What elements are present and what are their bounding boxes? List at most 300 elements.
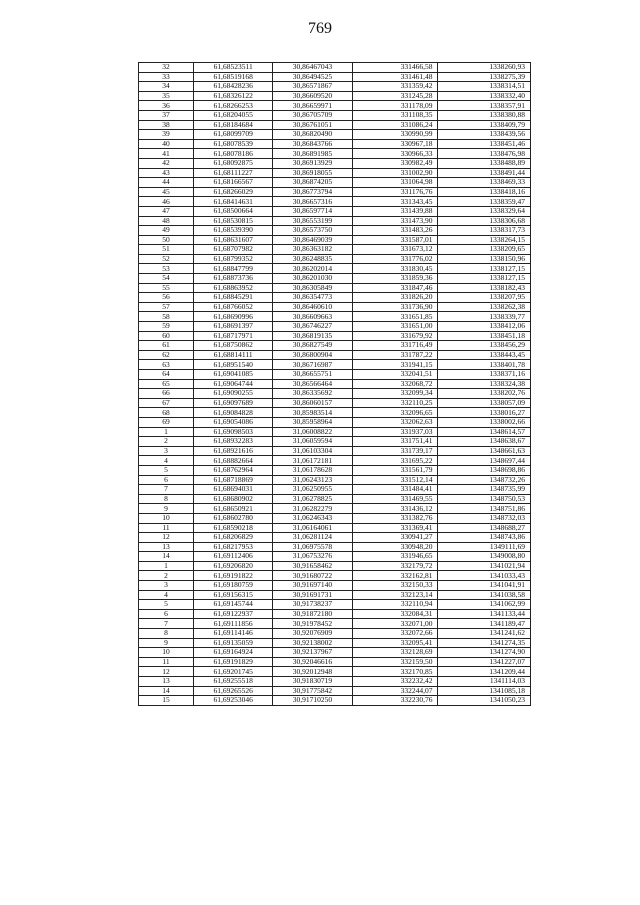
x-coordinate-cell: 330990,99 xyxy=(352,130,438,140)
y-coordinate-cell: 1338127,15 xyxy=(438,264,531,274)
longitude-cell: 30,86553199 xyxy=(273,216,352,226)
table-row xyxy=(139,226,531,236)
point-number-cell: 10 xyxy=(139,648,194,658)
y-coordinate-cell: 1338150,96 xyxy=(438,254,531,264)
table-row xyxy=(139,158,531,168)
point-number-cell: 37 xyxy=(139,110,194,120)
y-coordinate-cell: 1338209,65 xyxy=(438,245,531,255)
point-number-cell: 33 xyxy=(139,72,194,82)
y-coordinate-cell: 1338418,16 xyxy=(438,187,531,197)
point-number-cell: 11 xyxy=(139,523,194,533)
y-coordinate-cell: 1338324,38 xyxy=(438,379,531,389)
point-number-cell: 8 xyxy=(139,629,194,639)
longitude-cell: 30,86820490 xyxy=(273,130,352,140)
x-coordinate-cell: 331946,65 xyxy=(352,552,438,562)
x-coordinate-cell: 332096,65 xyxy=(352,408,438,418)
latitude-cell: 61,68539390 xyxy=(194,226,273,236)
y-coordinate-cell: 1338264,15 xyxy=(438,235,531,245)
longitude-cell: 30,92137967 xyxy=(273,648,352,658)
table-row xyxy=(139,600,531,610)
x-coordinate-cell: 330948,20 xyxy=(352,542,438,552)
table-row xyxy=(139,609,531,619)
longitude-cell: 30,86913929 xyxy=(273,158,352,168)
y-coordinate-cell: 1349008,80 xyxy=(438,552,531,562)
x-coordinate-cell: 331086,24 xyxy=(352,120,438,130)
x-coordinate-cell: 331736,90 xyxy=(352,302,438,312)
point-number-cell: 13 xyxy=(139,542,194,552)
table-row xyxy=(139,283,531,293)
latitude-cell: 61,69064744 xyxy=(194,379,273,389)
longitude-cell: 30,91658462 xyxy=(273,561,352,571)
point-number-cell: 68 xyxy=(139,408,194,418)
table-row xyxy=(139,638,531,648)
longitude-cell: 30,86354773 xyxy=(273,293,352,303)
table-row xyxy=(139,561,531,571)
x-coordinate-cell: 331369,41 xyxy=(352,523,438,533)
x-coordinate-cell: 331108,35 xyxy=(352,110,438,120)
longitude-cell: 30,86573750 xyxy=(273,226,352,236)
longitude-cell: 31,06178628 xyxy=(273,465,352,475)
table-row xyxy=(139,446,531,456)
latitude-cell: 61,69156315 xyxy=(194,590,273,600)
point-number-cell: 42 xyxy=(139,158,194,168)
point-number-cell: 1 xyxy=(139,561,194,571)
y-coordinate-cell: 1348688,27 xyxy=(438,523,531,533)
x-coordinate-cell: 332162,81 xyxy=(352,571,438,581)
point-number-cell: 62 xyxy=(139,350,194,360)
y-coordinate-cell: 1341274,35 xyxy=(438,638,531,648)
longitude-cell: 30,86659971 xyxy=(273,101,352,111)
latitude-cell: 61,69041085 xyxy=(194,370,273,380)
table-row xyxy=(139,72,531,82)
x-coordinate-cell: 331751,41 xyxy=(352,437,438,447)
table-row xyxy=(139,696,531,706)
table-row xyxy=(139,322,531,332)
point-number-cell: 59 xyxy=(139,322,194,332)
table-row xyxy=(139,379,531,389)
y-coordinate-cell: 1338275,39 xyxy=(438,72,531,82)
y-coordinate-cell: 1341062,99 xyxy=(438,600,531,610)
y-coordinate-cell: 1341209,44 xyxy=(438,667,531,677)
y-coordinate-cell: 1341133,44 xyxy=(438,609,531,619)
latitude-cell: 61,69255518 xyxy=(194,677,273,687)
longitude-cell: 30,91710250 xyxy=(273,696,352,706)
y-coordinate-cell: 1341033,43 xyxy=(438,571,531,581)
y-coordinate-cell: 1338127,15 xyxy=(438,274,531,284)
table-row xyxy=(139,341,531,351)
x-coordinate-cell: 331826,20 xyxy=(352,293,438,303)
longitude-cell: 30,92076909 xyxy=(273,629,352,639)
latitude-cell: 61,68184684 xyxy=(194,120,273,130)
point-number-cell: 40 xyxy=(139,139,194,149)
y-coordinate-cell: 1348697,44 xyxy=(438,456,531,466)
longitude-cell: 30,86202014 xyxy=(273,264,352,274)
latitude-cell: 61,68078186 xyxy=(194,149,273,159)
point-number-cell: 39 xyxy=(139,130,194,140)
longitude-cell: 31,06282279 xyxy=(273,504,352,514)
latitude-cell: 61,68799352 xyxy=(194,254,273,264)
point-number-cell: 3 xyxy=(139,581,194,591)
point-number-cell: 15 xyxy=(139,696,194,706)
longitude-cell: 30,91775842 xyxy=(273,686,352,696)
x-coordinate-cell: 330941,27 xyxy=(352,533,438,543)
x-coordinate-cell: 331436,12 xyxy=(352,504,438,514)
table-row xyxy=(139,149,531,159)
longitude-cell: 30,86800904 xyxy=(273,350,352,360)
point-number-cell: 53 xyxy=(139,264,194,274)
y-coordinate-cell: 1338016,27 xyxy=(438,408,531,418)
point-number-cell: 9 xyxy=(139,638,194,648)
table-row xyxy=(139,427,531,437)
y-coordinate-cell: 1338488,89 xyxy=(438,158,531,168)
point-number-cell: 46 xyxy=(139,197,194,207)
table-row xyxy=(139,533,531,543)
table-row xyxy=(139,91,531,101)
x-coordinate-cell: 331461,48 xyxy=(352,72,438,82)
longitude-cell: 30,86773794 xyxy=(273,187,352,197)
latitude-cell: 61,68266029 xyxy=(194,187,273,197)
x-coordinate-cell: 331469,55 xyxy=(352,494,438,504)
x-coordinate-cell: 331064,98 xyxy=(352,178,438,188)
latitude-cell: 61,68326122 xyxy=(194,91,273,101)
latitude-cell: 61,69084828 xyxy=(194,408,273,418)
x-coordinate-cell: 332123,14 xyxy=(352,590,438,600)
point-number-cell: 14 xyxy=(139,552,194,562)
y-coordinate-cell: 1338443,45 xyxy=(438,350,531,360)
y-coordinate-cell: 1338202,76 xyxy=(438,389,531,399)
table-row xyxy=(139,293,531,303)
coordinates-table-body xyxy=(139,63,531,706)
point-number-cell: 66 xyxy=(139,389,194,399)
point-number-cell: 54 xyxy=(139,274,194,284)
table-row xyxy=(139,139,531,149)
point-number-cell: 32 xyxy=(139,63,194,73)
y-coordinate-cell: 1338401,78 xyxy=(438,360,531,370)
point-number-cell: 6 xyxy=(139,475,194,485)
latitude-cell: 61,69114146 xyxy=(194,629,273,639)
x-coordinate-cell: 332179,72 xyxy=(352,561,438,571)
x-coordinate-cell: 331695,22 xyxy=(352,456,438,466)
point-number-cell: 55 xyxy=(139,283,194,293)
point-number-cell: 60 xyxy=(139,331,194,341)
x-coordinate-cell: 332084,31 xyxy=(352,609,438,619)
longitude-cell: 30,91830719 xyxy=(273,677,352,687)
latitude-cell: 61,68111227 xyxy=(194,168,273,178)
y-coordinate-cell: 1338207,95 xyxy=(438,293,531,303)
x-coordinate-cell: 332110,94 xyxy=(352,600,438,610)
latitude-cell: 61,68266253 xyxy=(194,101,273,111)
x-coordinate-cell: 332159,50 xyxy=(352,657,438,667)
point-number-cell: 44 xyxy=(139,178,194,188)
y-coordinate-cell: 1341050,23 xyxy=(438,696,531,706)
x-coordinate-cell: 331716,49 xyxy=(352,341,438,351)
longitude-cell: 31,06103304 xyxy=(273,446,352,456)
x-coordinate-cell: 331679,92 xyxy=(352,331,438,341)
longitude-cell: 30,86761051 xyxy=(273,120,352,130)
table-row xyxy=(139,571,531,581)
y-coordinate-cell: 1338412,06 xyxy=(438,322,531,332)
longitude-cell: 30,86609663 xyxy=(273,312,352,322)
table-row xyxy=(139,475,531,485)
table-row xyxy=(139,513,531,523)
y-coordinate-cell: 1338357,91 xyxy=(438,101,531,111)
latitude-cell: 61,68428236 xyxy=(194,82,273,92)
y-coordinate-cell: 1338476,98 xyxy=(438,149,531,159)
x-coordinate-cell: 332072,66 xyxy=(352,629,438,639)
latitude-cell: 61,69191822 xyxy=(194,571,273,581)
latitude-cell: 61,68932283 xyxy=(194,437,273,447)
longitude-cell: 30,86460610 xyxy=(273,302,352,312)
latitude-cell: 61,69111856 xyxy=(194,619,273,629)
latitude-cell: 61,69206820 xyxy=(194,561,273,571)
table-row xyxy=(139,552,531,562)
table-row xyxy=(139,581,531,591)
table-row xyxy=(139,389,531,399)
latitude-cell: 61,68951540 xyxy=(194,360,273,370)
latitude-cell: 61,69098503 xyxy=(194,427,273,437)
table-row xyxy=(139,417,531,427)
point-number-cell: 52 xyxy=(139,254,194,264)
point-number-cell: 61 xyxy=(139,341,194,351)
latitude-cell: 61,68882664 xyxy=(194,456,273,466)
x-coordinate-cell: 332150,33 xyxy=(352,581,438,591)
point-number-cell: 41 xyxy=(139,149,194,159)
latitude-cell: 61,68717971 xyxy=(194,331,273,341)
longitude-cell: 30,91680722 xyxy=(273,571,352,581)
x-coordinate-cell: 331937,03 xyxy=(352,427,438,437)
latitude-cell: 61,69265526 xyxy=(194,686,273,696)
table-row xyxy=(139,686,531,696)
latitude-cell: 61,68707982 xyxy=(194,245,273,255)
table-row xyxy=(139,590,531,600)
y-coordinate-cell: 1338260,93 xyxy=(438,63,531,73)
x-coordinate-cell: 331739,17 xyxy=(352,446,438,456)
x-coordinate-cell: 331941,15 xyxy=(352,360,438,370)
longitude-cell: 31,06281124 xyxy=(273,533,352,543)
point-number-cell: 64 xyxy=(139,370,194,380)
point-number-cell: 35 xyxy=(139,91,194,101)
longitude-cell: 30,86918055 xyxy=(273,168,352,178)
point-number-cell: 2 xyxy=(139,437,194,447)
y-coordinate-cell: 1341038,58 xyxy=(438,590,531,600)
latitude-cell: 61,68691397 xyxy=(194,322,273,332)
y-coordinate-cell: 1338002,66 xyxy=(438,417,531,427)
longitude-cell: 30,92012948 xyxy=(273,667,352,677)
x-coordinate-cell: 332232,42 xyxy=(352,677,438,687)
longitude-cell: 31,06753276 xyxy=(273,552,352,562)
x-coordinate-cell: 330982,49 xyxy=(352,158,438,168)
latitude-cell: 61,68206829 xyxy=(194,533,273,543)
table-row xyxy=(139,130,531,140)
latitude-cell: 61,68650921 xyxy=(194,504,273,514)
table-row xyxy=(139,178,531,188)
y-coordinate-cell: 1341241,62 xyxy=(438,629,531,639)
table-row xyxy=(139,245,531,255)
table-row xyxy=(139,63,531,73)
x-coordinate-cell: 331673,12 xyxy=(352,245,438,255)
x-coordinate-cell: 331847,46 xyxy=(352,283,438,293)
longitude-cell: 30,86467043 xyxy=(273,63,352,73)
y-coordinate-cell: 1348735,99 xyxy=(438,485,531,495)
longitude-cell: 30,86657316 xyxy=(273,197,352,207)
latitude-cell: 61,69122937 xyxy=(194,609,273,619)
point-number-cell: 8 xyxy=(139,494,194,504)
latitude-cell: 61,68814111 xyxy=(194,350,273,360)
latitude-cell: 61,69097689 xyxy=(194,398,273,408)
longitude-cell: 30,86248835 xyxy=(273,254,352,264)
y-coordinate-cell: 1349111,69 xyxy=(438,542,531,552)
latitude-cell: 61,69145744 xyxy=(194,600,273,610)
latitude-cell: 61,69164924 xyxy=(194,648,273,658)
table-row xyxy=(139,542,531,552)
x-coordinate-cell: 331651,00 xyxy=(352,322,438,332)
latitude-cell: 61,68718869 xyxy=(194,475,273,485)
y-coordinate-cell: 1348743,86 xyxy=(438,533,531,543)
y-coordinate-cell: 1341021,94 xyxy=(438,561,531,571)
y-coordinate-cell: 1341227,07 xyxy=(438,657,531,667)
point-number-cell: 10 xyxy=(139,513,194,523)
y-coordinate-cell: 1338451,46 xyxy=(438,139,531,149)
point-number-cell: 58 xyxy=(139,312,194,322)
y-coordinate-cell: 1338182,43 xyxy=(438,283,531,293)
x-coordinate-cell: 331830,45 xyxy=(352,264,438,274)
longitude-cell: 30,91738237 xyxy=(273,600,352,610)
x-coordinate-cell: 332244,07 xyxy=(352,686,438,696)
x-coordinate-cell: 331787,22 xyxy=(352,350,438,360)
y-coordinate-cell: 1338317,73 xyxy=(438,226,531,236)
x-coordinate-cell: 331483,26 xyxy=(352,226,438,236)
table-row xyxy=(139,197,531,207)
point-number-cell: 34 xyxy=(139,82,194,92)
longitude-cell: 30,86843766 xyxy=(273,139,352,149)
y-coordinate-cell: 1348698,86 xyxy=(438,465,531,475)
point-number-cell: 7 xyxy=(139,485,194,495)
longitude-cell: 31,06250955 xyxy=(273,485,352,495)
point-number-cell: 4 xyxy=(139,456,194,466)
x-coordinate-cell: 331651,85 xyxy=(352,312,438,322)
y-coordinate-cell: 1348732,26 xyxy=(438,475,531,485)
latitude-cell: 61,68500664 xyxy=(194,206,273,216)
y-coordinate-cell: 1338409,79 xyxy=(438,120,531,130)
point-number-cell: 45 xyxy=(139,187,194,197)
x-coordinate-cell: 331512,14 xyxy=(352,475,438,485)
longitude-cell: 30,86469039 xyxy=(273,235,352,245)
y-coordinate-cell: 1348750,53 xyxy=(438,494,531,504)
latitude-cell: 61,69112406 xyxy=(194,552,273,562)
longitude-cell: 30,86716987 xyxy=(273,360,352,370)
longitude-cell: 30,91697140 xyxy=(273,581,352,591)
table-row xyxy=(139,254,531,264)
latitude-cell: 61,68680902 xyxy=(194,494,273,504)
x-coordinate-cell: 331859,36 xyxy=(352,274,438,284)
table-row xyxy=(139,101,531,111)
y-coordinate-cell: 1338439,56 xyxy=(438,130,531,140)
x-coordinate-cell: 331002,90 xyxy=(352,168,438,178)
point-number-cell: 5 xyxy=(139,600,194,610)
table-row xyxy=(139,235,531,245)
point-number-cell: 9 xyxy=(139,504,194,514)
table-row xyxy=(139,264,531,274)
point-number-cell: 38 xyxy=(139,120,194,130)
table-row xyxy=(139,619,531,629)
longitude-cell: 30,91691731 xyxy=(273,590,352,600)
latitude-cell: 61,68078539 xyxy=(194,139,273,149)
table-row xyxy=(139,437,531,447)
y-coordinate-cell: 1338314,51 xyxy=(438,82,531,92)
longitude-cell: 30,86201030 xyxy=(273,274,352,284)
point-number-cell: 4 xyxy=(139,590,194,600)
x-coordinate-cell: 331343,45 xyxy=(352,197,438,207)
y-coordinate-cell: 1338359,47 xyxy=(438,197,531,207)
table-row xyxy=(139,187,531,197)
longitude-cell: 31,06164061 xyxy=(273,523,352,533)
x-coordinate-cell: 330967,18 xyxy=(352,139,438,149)
table-row xyxy=(139,360,531,370)
longitude-cell: 30,86891985 xyxy=(273,149,352,159)
latitude-cell: 61,69054086 xyxy=(194,417,273,427)
x-coordinate-cell: 331359,42 xyxy=(352,82,438,92)
x-coordinate-cell: 332110,25 xyxy=(352,398,438,408)
longitude-cell: 30,86819135 xyxy=(273,331,352,341)
point-number-cell: 43 xyxy=(139,168,194,178)
longitude-cell: 30,85958964 xyxy=(273,417,352,427)
longitude-cell: 31,06008822 xyxy=(273,427,352,437)
x-coordinate-cell: 331484,41 xyxy=(352,485,438,495)
point-number-cell: 47 xyxy=(139,206,194,216)
y-coordinate-cell: 1338371,16 xyxy=(438,370,531,380)
y-coordinate-cell: 1341041,91 xyxy=(438,581,531,591)
table-row xyxy=(139,274,531,284)
x-coordinate-cell: 331561,79 xyxy=(352,465,438,475)
latitude-cell: 61,68590218 xyxy=(194,523,273,533)
longitude-cell: 30,86335692 xyxy=(273,389,352,399)
point-number-cell: 50 xyxy=(139,235,194,245)
latitude-cell: 61,69090255 xyxy=(194,389,273,399)
point-number-cell: 51 xyxy=(139,245,194,255)
latitude-cell: 61,68166567 xyxy=(194,178,273,188)
latitude-cell: 61,68519168 xyxy=(194,72,273,82)
longitude-cell: 30,86060157 xyxy=(273,398,352,408)
longitude-cell: 30,86655751 xyxy=(273,370,352,380)
point-number-cell: 11 xyxy=(139,657,194,667)
table-row xyxy=(139,206,531,216)
longitude-cell: 30,92046616 xyxy=(273,657,352,667)
longitude-cell: 31,06059594 xyxy=(273,437,352,447)
table-row xyxy=(139,82,531,92)
longitude-cell: 30,86494525 xyxy=(273,72,352,82)
latitude-cell: 61,68523511 xyxy=(194,63,273,73)
point-number-cell: 1 xyxy=(139,427,194,437)
y-coordinate-cell: 1348732,03 xyxy=(438,513,531,523)
x-coordinate-cell: 331176,76 xyxy=(352,187,438,197)
table-row xyxy=(139,677,531,687)
y-coordinate-cell: 1338332,40 xyxy=(438,91,531,101)
x-coordinate-cell: 332128,69 xyxy=(352,648,438,658)
longitude-cell: 30,86566464 xyxy=(273,379,352,389)
point-number-cell: 48 xyxy=(139,216,194,226)
x-coordinate-cell: 331245,28 xyxy=(352,91,438,101)
point-number-cell: 14 xyxy=(139,686,194,696)
longitude-cell: 30,86874205 xyxy=(273,178,352,188)
y-coordinate-cell: 1338262,38 xyxy=(438,302,531,312)
longitude-cell: 30,91978452 xyxy=(273,619,352,629)
table-row xyxy=(139,523,531,533)
longitude-cell: 30,86746227 xyxy=(273,322,352,332)
longitude-cell: 30,86597714 xyxy=(273,206,352,216)
latitude-cell: 61,68766052 xyxy=(194,302,273,312)
point-number-cell: 36 xyxy=(139,101,194,111)
table-row xyxy=(139,456,531,466)
